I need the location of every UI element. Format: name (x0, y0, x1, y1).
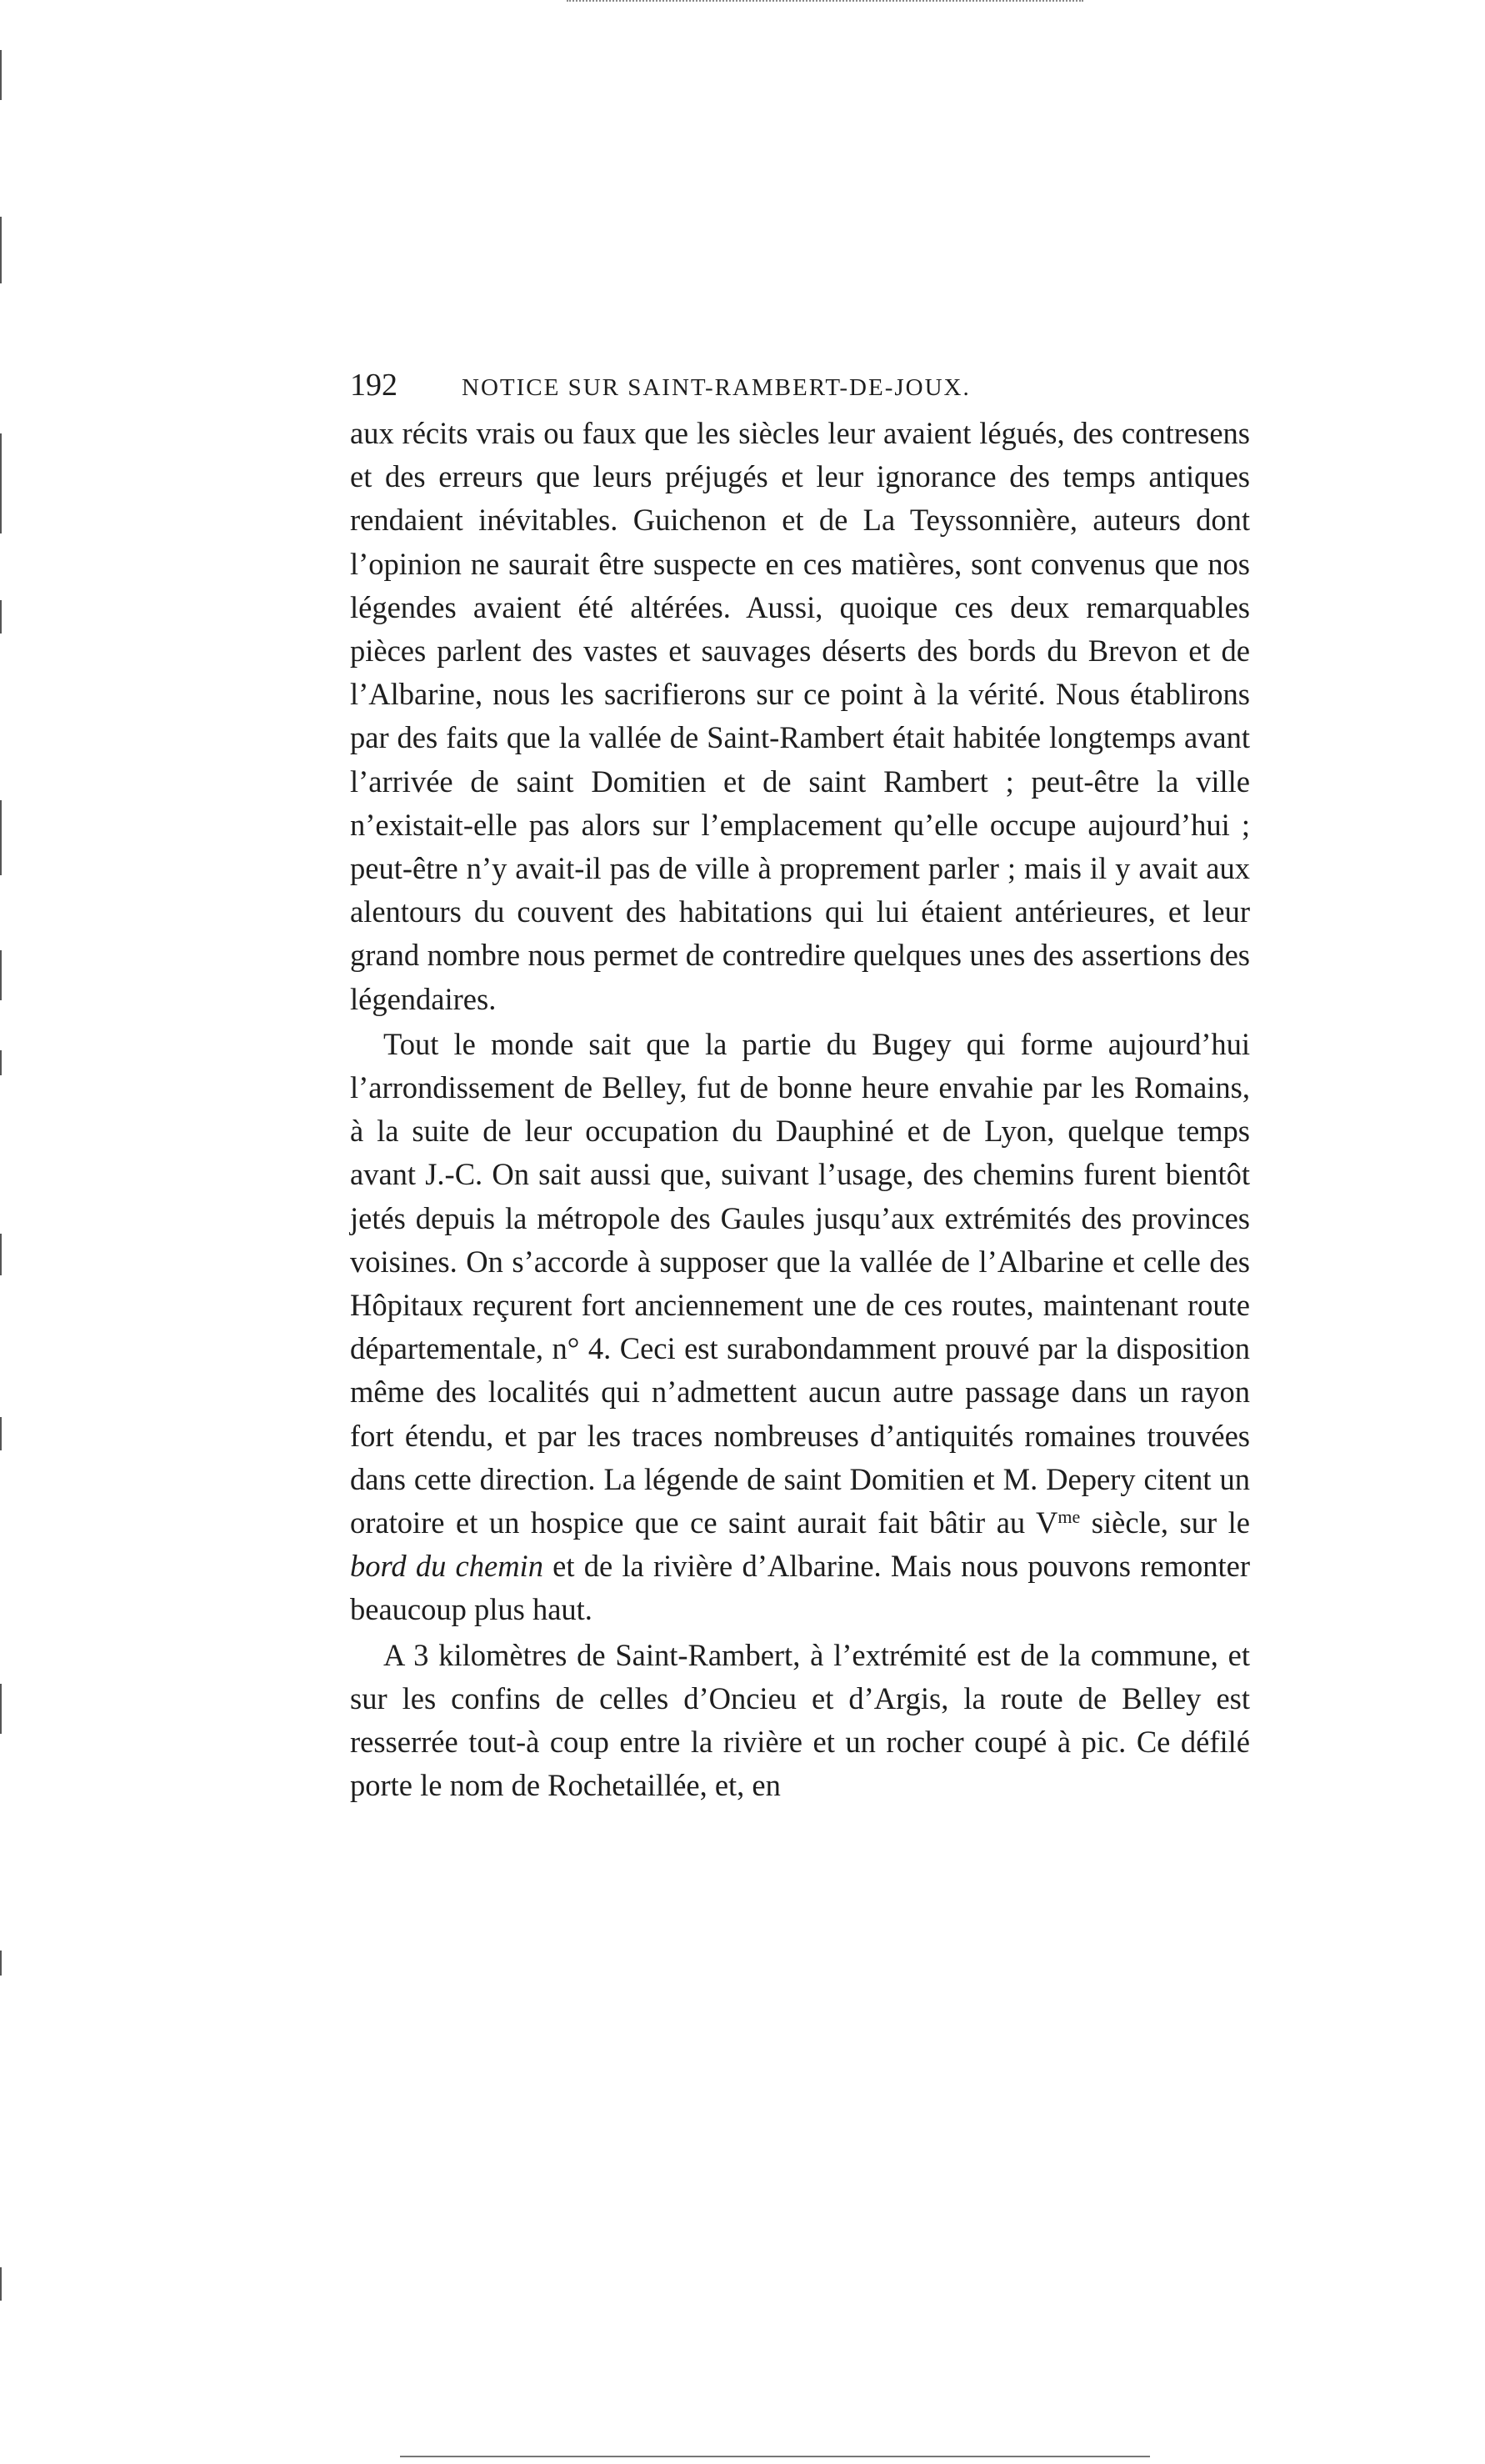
scan-top-rule (567, 0, 1083, 3)
running-header (350, 367, 1250, 405)
paragraph-1: aux récits vrais ou faux que les siècles leur avaient légués, des contresens et des erreurs que leurs préjugés et leur ignorance des temps antiques rendaient inévitables. Guichenon et de La Teyssonnière, auteurs dont l’opinion ne saurait être suspecte en ces matières, sont convenus que nos légendes avaient été altérées. Aussi, quoique ces deux remarquables pièces parlent des vastes et sauvages déserts des bords du Brevon et de l’Albarine, nous les sacrifierons sur ce point à la vérité. Nous établirons par des faits que la vallée de Saint-Rambert était habitée longtemps avant l’arrivée de saint Domitien et de saint Rambert ; peut-être la ville n’existait-elle pas alors sur l’emplacement qu’elle occupe aujourd’hui ; peut-être n’y avait-il pas de ville à proprement parler ; mais il y avait aux alentours du couvent des habitations qui lui étaient antérieures, et leur grand nombre nous permet de contredire quelques unes des assertions des légendaires. (350, 416, 1250, 1016)
paragraph-2-text-c: et de la rivière d’Albarine. Mais nous pouvons remonter beaucoup plus haut. (350, 1549, 1250, 1627)
scan-left-edge (0, 0, 18, 2464)
paragraph-3: A 3 kilomètres de Saint-Rambert, à l’extrémité est de la commune, et sur les confins de celles d’Oncieu et d’Argis, la route de Belley est resserrée tout-à coup entre la rivière et un rocher coupé à pic. Ce défilé porte le nom de Rochetaillée, et, en (350, 1637, 1250, 1803)
book-page (350, 367, 1250, 1808)
paragraph-2 (350, 1023, 1250, 1632)
body-text (350, 412, 1250, 1808)
running-title: NOTICE SUR SAINT-RAMBERT-DE-JOUX. (462, 374, 971, 401)
superscript-me: me (1058, 1506, 1081, 1528)
italic-phrase: bord du chemin (350, 1549, 543, 1584)
page-number: 192 (350, 368, 398, 403)
paragraph-2-text-a: Tout le monde sait que la partie du Bugey qui forme aujourd’hui l’arrondissement de Belley, fut de bonne heure envahie par les Romains, à la suite de leur occupation du Dauphiné et de Lyon, quelque temps avant J.-C. On sait aussi que, suivant l’usage, des chemins furent bientôt jetés depuis la métropole des Gaules jusqu’aux extrémités des provinces voisines. On s’accorde à supposer que la vallée de l’Albarine et celle des Hôpitaux reçurent fort anciennement une de ces routes, maintenant route départementale, n° 4. Ceci est surabondamment prouvé par la disposition même des localités qui n’admettent aucun autre passage dans un rayon fort étendu, et par les traces nombreuses d’antiquités romaines trouvées dans cette direction. La légende de saint Domitien et M. Depery citent un oratoire et un hospice que ce saint aurait fait bâtir au V (350, 1026, 1250, 1540)
scan-bottom-rule (400, 2456, 1150, 2457)
paragraph-2-text-b: siècle, sur le (1080, 1505, 1250, 1540)
